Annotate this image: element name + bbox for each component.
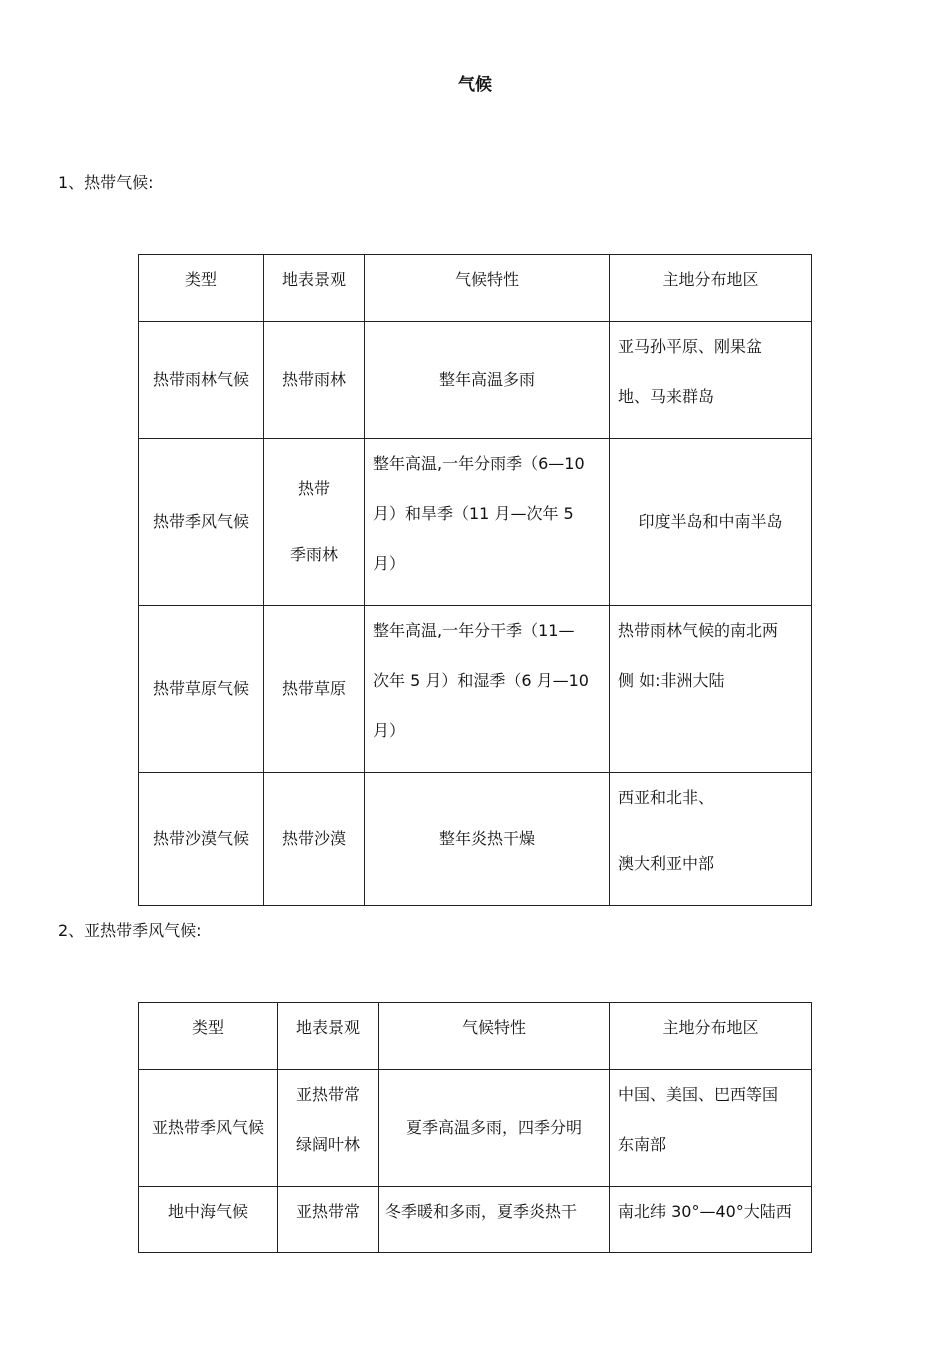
header-cell: 气候特性: [379, 1003, 610, 1070]
climate-type-cell: 地中海气候: [139, 1187, 278, 1253]
header-cell: 类型: [139, 1003, 278, 1070]
header-cell: 地表景观: [264, 255, 365, 322]
table-row: [139, 773, 812, 906]
region-line: 侧 如:非洲大陆: [618, 671, 725, 690]
feature-cell: 冬季暖和多雨，夏季炎热干: [379, 1187, 610, 1253]
landscape-cell: [278, 1070, 379, 1187]
region-cell: 南北纬 30°—40°大陆西: [610, 1187, 812, 1253]
section-heading-subtropical: 2、亚热带季风气候:: [58, 921, 202, 940]
region-line: 澳大利亚中部: [618, 854, 715, 873]
region-line: 西亚和北非、: [618, 788, 715, 807]
feature-line: 月）和旱季（11 月—次年 5: [373, 504, 574, 523]
landscape-cell: 亚热带常: [278, 1187, 379, 1253]
feature-line: 整年高温,一年分雨季（6—10: [373, 454, 585, 473]
region-cell: [610, 322, 812, 439]
header-cell: 主地分布地区: [610, 1003, 812, 1070]
region-cell: [610, 606, 812, 773]
feature-cell: [365, 439, 610, 606]
landscape-line: 绿阔叶林: [295, 1135, 360, 1154]
landscape-cell: 热带沙漠: [264, 773, 365, 906]
feature-cell: 整年高温多雨: [365, 322, 610, 439]
feature-line: 月）: [373, 721, 406, 740]
header-cell: 气候特性: [365, 255, 610, 322]
region-cell: [610, 773, 812, 906]
region-line: 地、马来群岛: [618, 387, 715, 406]
table-row: [139, 439, 812, 606]
region-cell: [610, 1070, 812, 1187]
subtropical-climate-table: [138, 1002, 812, 1253]
feature-cell: 夏季高温多雨，四季分明: [379, 1070, 610, 1187]
feature-line: 月）: [373, 554, 406, 573]
climate-type-cell: 热带草原气候: [139, 606, 264, 773]
landscape-cell: 热带草原: [264, 606, 365, 773]
table-row: [139, 606, 812, 773]
region-line: 东南部: [618, 1135, 667, 1154]
landscape-cell: [264, 439, 365, 606]
climate-type-cell: 热带雨林气候: [139, 322, 264, 439]
table-row: [139, 1187, 812, 1253]
tropical-climate-table: [138, 254, 812, 906]
table-row: [139, 1070, 812, 1187]
table-row: [139, 322, 812, 439]
header-cell: 类型: [139, 255, 264, 322]
table-header-row: [139, 1003, 812, 1070]
header-cell: 主地分布地区: [610, 255, 812, 322]
header-cell: 地表景观: [278, 1003, 379, 1070]
region-line: 热带雨林气候的南北两: [618, 621, 779, 640]
landscape-line: 亚热带常: [295, 1085, 360, 1104]
climate-type-cell: 热带沙漠气候: [139, 773, 264, 906]
region-line: 中国、美国、巴西等国: [618, 1085, 779, 1104]
landscape-cell: 热带雨林: [264, 322, 365, 439]
region-line: 亚马孙平原、刚果盆: [618, 337, 763, 356]
feature-line: 次年 5 月）和湿季（6 月—10: [373, 671, 589, 690]
feature-cell: 整年炎热干燥: [365, 773, 610, 906]
feature-cell: [365, 606, 610, 773]
climate-type-cell: 亚热带季风气候: [139, 1070, 278, 1187]
landscape-line: 季雨林: [289, 545, 338, 564]
table-header-row: [139, 255, 812, 322]
landscape-line: 热带: [297, 479, 330, 498]
feature-line: 整年高温,一年分干季（11—: [373, 621, 575, 640]
page-title: 气候: [458, 75, 492, 95]
section-heading-tropical: 1、热带气候:: [58, 173, 154, 192]
region-cell: 印度半岛和中南半岛: [610, 439, 812, 606]
climate-type-cell: 热带季风气候: [139, 439, 264, 606]
